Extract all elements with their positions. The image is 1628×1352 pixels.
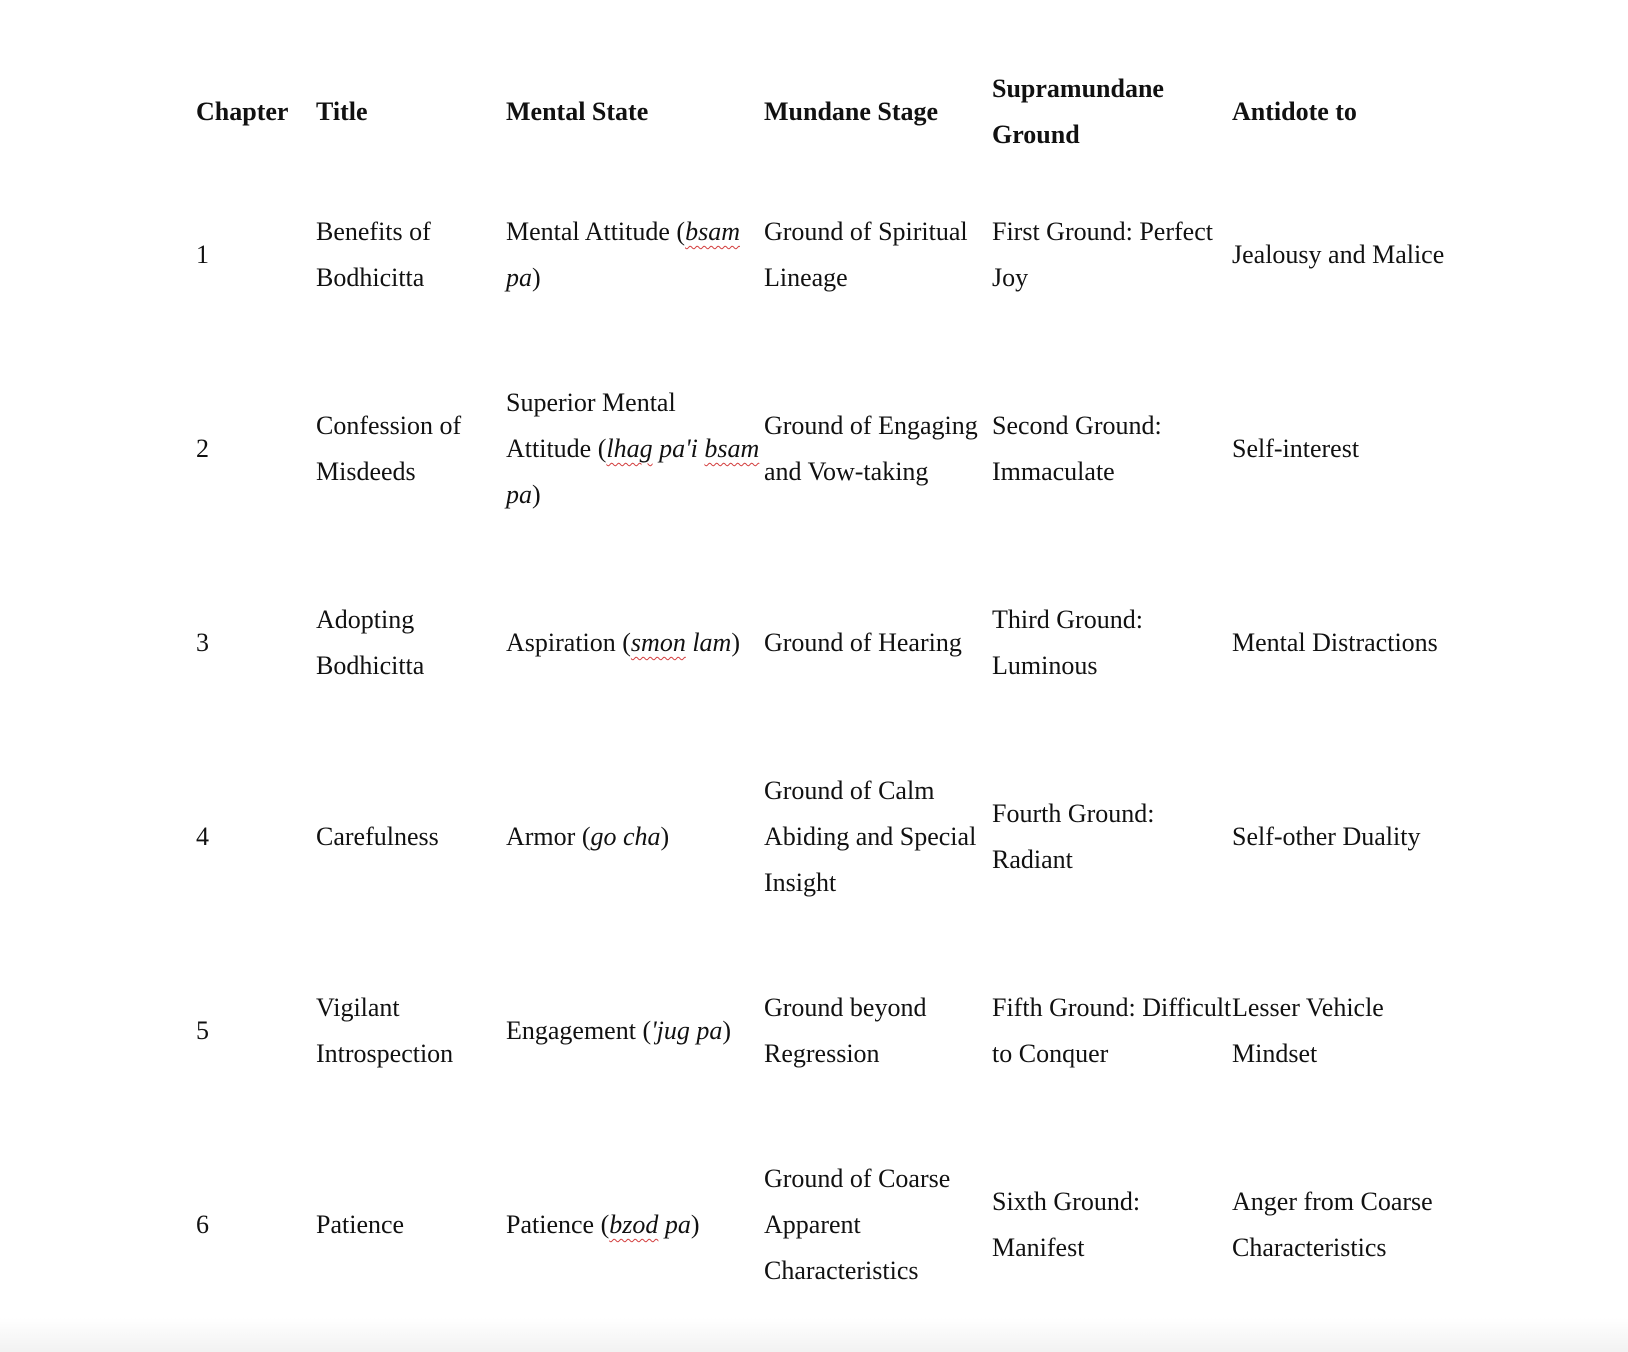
cell-chapter: 2 [196, 434, 209, 463]
mental-state-text: Patience ( [506, 1210, 610, 1239]
tibetan-term: 'jug pa [651, 1016, 723, 1045]
table-row [196, 546, 1462, 740]
tibetan-term-flagged: bsam [685, 217, 740, 246]
cell-supramundane-ground: Sixth Ground: Manifest [992, 1187, 1141, 1262]
mental-state-suffix: ) [690, 1210, 700, 1239]
cell-antidote: Anger from Coarse Characteristics [1232, 1187, 1433, 1262]
cell-title: Carefulness [316, 822, 439, 851]
cell-mundane-stage: Ground beyond Regression [764, 993, 927, 1068]
cell-antidote: Jealousy and Malice [1232, 240, 1445, 269]
table-row [196, 1128, 1462, 1322]
cell-title: Adopting Bodhicitta [316, 605, 425, 680]
cell-mental-state [506, 546, 764, 740]
tibetan-term: pa [658, 1210, 691, 1239]
header-antidote: Antidote to [1232, 97, 1357, 126]
cell-antidote: Lesser Vehicle Mindset [1232, 993, 1384, 1068]
cell-mundane-stage: Ground of Hearing [764, 628, 962, 657]
header-chapter: Chapter [196, 97, 289, 126]
mental-state-suffix: ) [722, 1016, 732, 1045]
table-row [196, 934, 1462, 1128]
mental-state-suffix: ) [532, 480, 541, 509]
table-header-row [196, 66, 1462, 158]
mental-state-suffix: ) [731, 628, 740, 657]
tibetan-term: pa'i [652, 434, 705, 463]
header-title: Title [316, 97, 368, 126]
tibetan-term-flagged: lhag [606, 434, 653, 463]
tibetan-term-flagged: smon [630, 628, 686, 657]
tibetan-term: lam [685, 628, 732, 657]
cell-chapter: 1 [196, 240, 209, 269]
cell-supramundane-ground: Fifth Ground: Difficult to Conquer [992, 993, 1232, 1068]
tibetan-term: pa [506, 480, 532, 509]
header-supramundane-ground: Supramundane Ground [992, 74, 1164, 149]
table-row [196, 158, 1462, 352]
cell-supramundane-ground: Fourth Ground: Radiant [992, 799, 1155, 874]
mental-state-suffix: ) [532, 263, 541, 292]
cell-title: Confession of Misdeeds [316, 411, 462, 486]
cell-title: Vigilant Introspection [316, 993, 454, 1068]
cell-supramundane-ground: First Ground: Perfect Joy [992, 217, 1213, 292]
cell-supramundane-ground: Third Ground: Luminous [992, 605, 1143, 680]
cell-antidote: Self-interest [1232, 434, 1360, 463]
header-mundane-stage: Mundane Stage [764, 97, 939, 126]
cell-supramundane-ground: Second Ground: Immaculate [992, 411, 1162, 486]
cell-mundane-stage: Ground of Calm Abiding and Special Insight [764, 776, 977, 897]
mental-state-text: Armor ( [506, 822, 591, 851]
cell-mental-state [506, 934, 764, 1128]
tibetan-term: go cha [590, 822, 661, 851]
cell-mental-state [506, 1128, 764, 1322]
header-mental-state: Mental State [506, 97, 649, 126]
tibetan-term-flagged: bzod [609, 1210, 659, 1239]
mental-state-text: Superior Mental Attitude ( [506, 388, 676, 463]
window-bottom-edge [0, 1318, 1628, 1352]
cell-chapter: 3 [196, 628, 209, 657]
cell-chapter: 4 [196, 822, 209, 851]
cell-title: Benefits of Bodhicitta [316, 217, 431, 292]
cell-mundane-stage: Ground of Coarse Apparent Characteristics [764, 1164, 951, 1285]
cell-mundane-stage: Ground of Spiritual Lineage [764, 217, 968, 292]
cell-chapter: 5 [196, 1016, 209, 1045]
mental-state-suffix: ) [660, 822, 670, 851]
chapters-table [196, 66, 1462, 1322]
table-row [196, 740, 1462, 934]
cell-chapter: 6 [196, 1210, 209, 1239]
tibetan-term: pa [506, 263, 532, 292]
cell-title: Patience [316, 1210, 405, 1239]
cell-mental-state [506, 158, 764, 352]
cell-mental-state [506, 740, 764, 934]
mental-state-text: Mental Attitude ( [506, 217, 686, 246]
table-row [196, 352, 1462, 546]
mental-state-text: Engagement ( [506, 1016, 652, 1045]
cell-mundane-stage: Ground of Engaging and Vow-taking [764, 411, 978, 486]
tibetan-term-flagged: bsam [704, 434, 760, 463]
cell-mental-state [506, 352, 764, 546]
mental-state-text: Aspiration ( [506, 628, 631, 657]
cell-antidote: Self-other Duality [1232, 822, 1421, 851]
cell-antidote: Mental Distractions [1232, 628, 1438, 657]
